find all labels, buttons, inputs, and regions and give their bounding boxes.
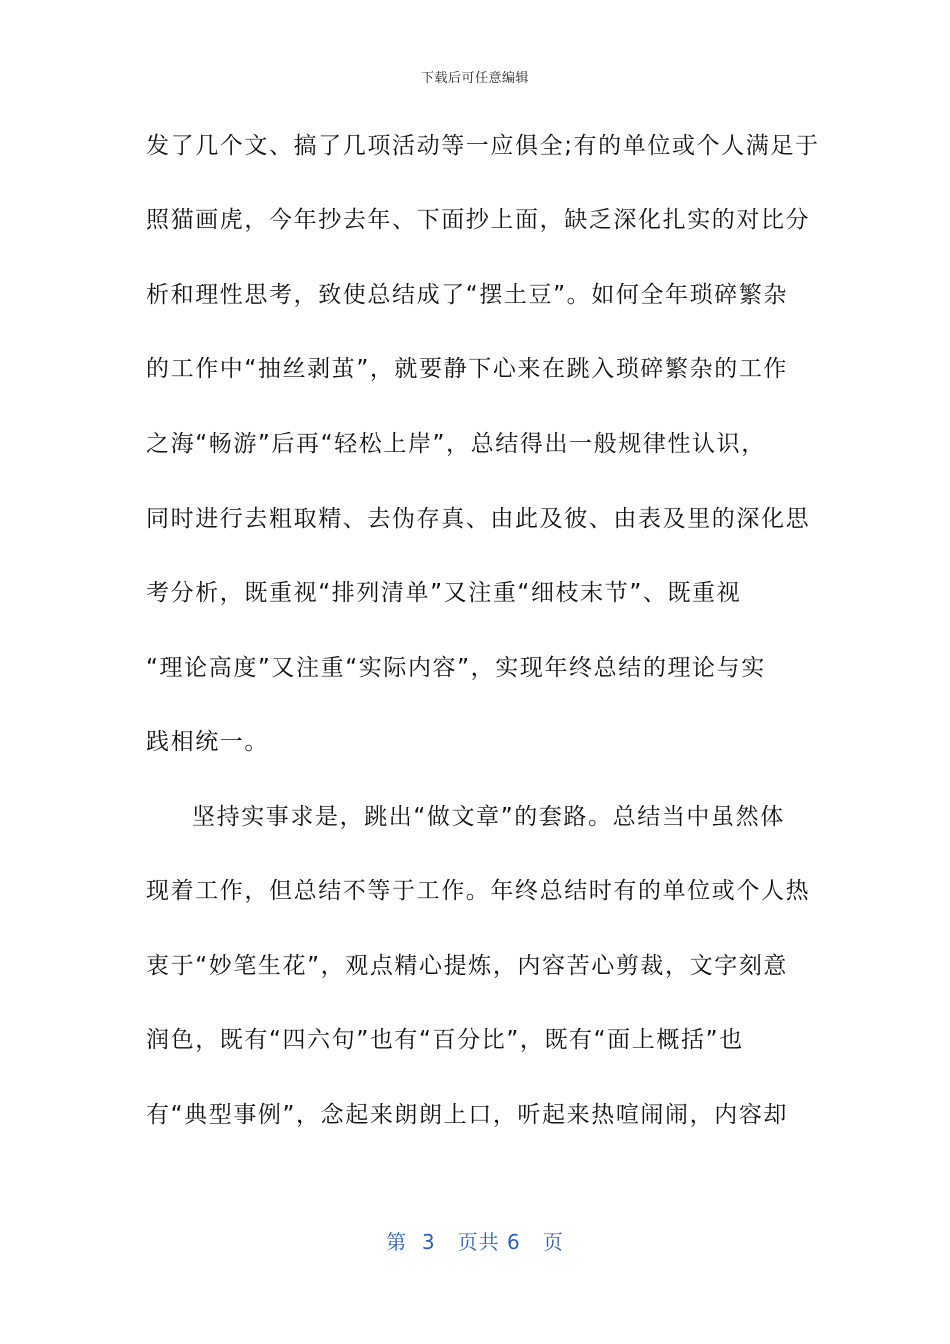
text-line: 考分析，既重视“排列清单”又注重“细枝末节”、既重视 <box>146 580 742 606</box>
text-line: 践相统一。 <box>146 729 269 755</box>
page-number-footer: 第 3 页共 6 页 <box>386 1230 564 1254</box>
page-header: 下载后可任意编辑 <box>420 71 529 86</box>
text-line: 坚持实事求是，跳出“做文章”的套路。总结当中虽然体 <box>192 804 785 830</box>
text-line: 的工作中“抽丝剥茧”，就要静下心来在跳入琐碎繁杂的工作 <box>146 356 789 382</box>
text-line: 照猫画虎，今年抄去年、下面抄上面，缺乏深化扎实的对比分 <box>146 207 811 233</box>
text-line: 有“典型事例”，念起来朗朗上口，听起来热喧闹闹，内容却 <box>146 1102 789 1128</box>
text-line: 之海“畅游”后再“轻松上岸”，总结得出一般规律性认识， <box>146 431 766 457</box>
text-line: 析和理性思考，致使总结成了“摆土豆”。如何全年琐碎繁杂 <box>146 282 789 308</box>
text-line: “理论高度”又注重“实际内容”，实现年终总结的理论与实 <box>146 655 766 681</box>
text-line: 润色，既有“四六句”也有“百分比”，既有“面上概括”也 <box>146 1027 744 1053</box>
text-line: 同时进行去粗取精、去伪存真、由此及彼、由表及里的深化思 <box>146 506 811 532</box>
text-line: 发了几个文、搞了几项活动等一应俱全;有的单位或个人满足于 <box>146 133 820 159</box>
text-line: 现着工作，但总结不等于工作。年终总结时有的单位或个人热 <box>146 878 811 904</box>
text-line: 衷于“妙笔生花”，观点精心提炼，内容苦心剪裁，文字刻意 <box>146 953 789 979</box>
